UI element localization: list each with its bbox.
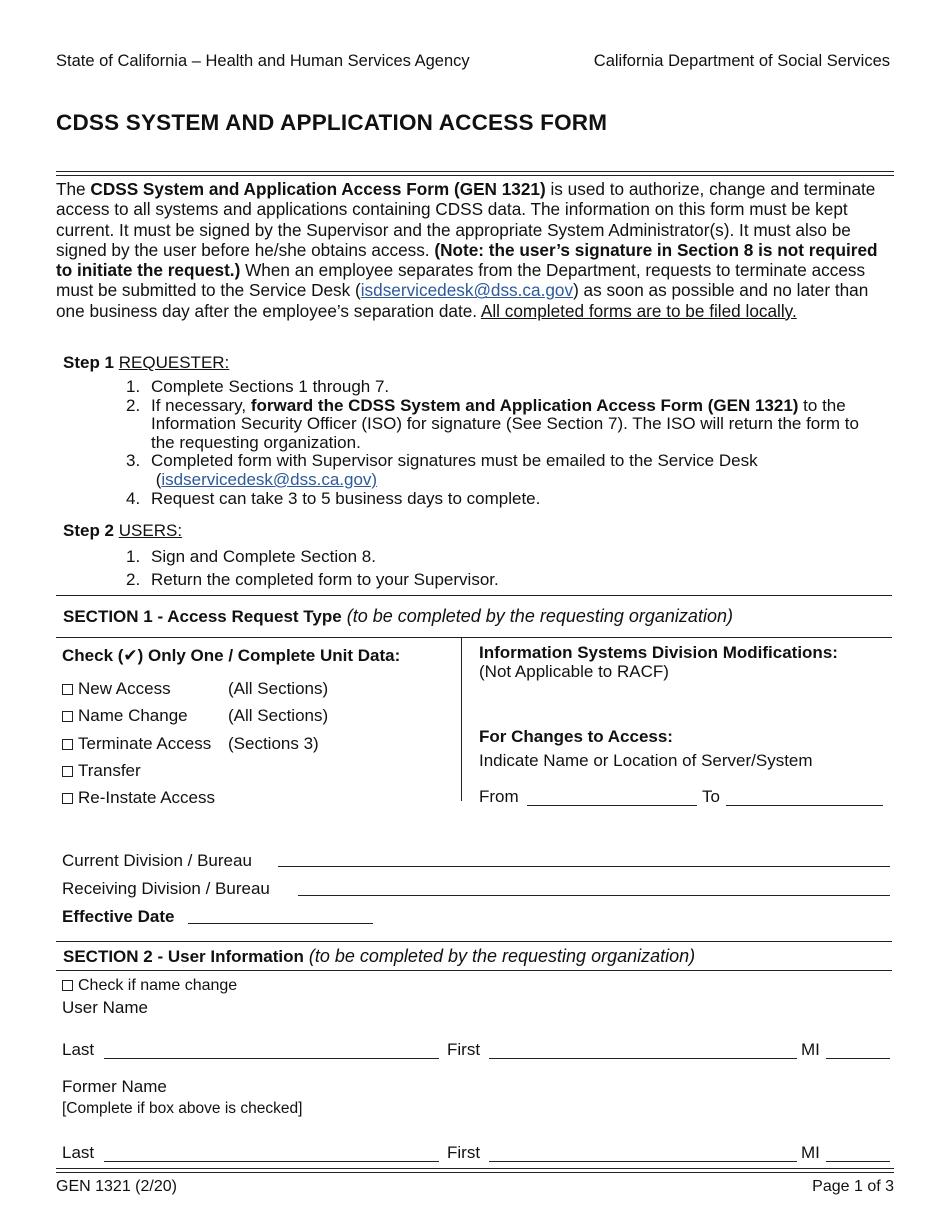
check-one-heading: Check (✔) Only One / Complete Unit Data:: [62, 646, 401, 665]
checkbox[interactable]: [62, 739, 73, 750]
list-item: 1. Sign and Complete Section 8.: [126, 547, 376, 566]
department-name: California Department of Social Services: [593, 52, 890, 70]
from-field[interactable]: [527, 805, 697, 806]
section1-header-rule: [56, 637, 892, 638]
step1-list: [126, 378, 886, 508]
former-first-name-label: First: [447, 1143, 481, 1162]
isd-modifications-heading: Information Systems Division Modifications:: [479, 643, 838, 662]
option-name-change-note: (All Sections): [228, 706, 329, 725]
title-divider: [56, 171, 894, 176]
former-last-name-label: Last: [62, 1143, 95, 1162]
list-item: 2. Return the completed form to your Supervisor.: [126, 569, 499, 589]
checkbox[interactable]: [62, 766, 73, 777]
option-terminate-access[interactable]: Terminate Access: [62, 734, 211, 754]
former-mi-label: MI: [801, 1143, 820, 1162]
form-id: GEN 1321 (2/20): [56, 1178, 177, 1195]
checkbox[interactable]: [62, 684, 73, 695]
to-field[interactable]: [726, 805, 883, 806]
name-change-checkbox-row[interactable]: Check if name change: [62, 977, 237, 995]
effective-date-label: Effective Date: [62, 907, 175, 926]
step1-heading: Step 1 REQUESTER:: [63, 353, 230, 372]
mi-field[interactable]: [826, 1058, 890, 1059]
list-item: 4. Request can take 3 to 5 business days to complete.: [126, 488, 541, 508]
option-transfer[interactable]: Transfer: [62, 761, 141, 781]
last-name-label: Last: [62, 1040, 95, 1059]
changes-note: Indicate Name or Location of Server/System: [479, 751, 813, 770]
option-terminate-access-note: (Sections 3): [228, 734, 319, 753]
former-last-name-field[interactable]: [104, 1161, 439, 1162]
user-name-label: User Name: [62, 998, 148, 1017]
former-mi-field[interactable]: [826, 1161, 890, 1162]
effective-date-field[interactable]: [188, 923, 373, 924]
isd-modifications-note: (Not Applicable to RACF): [479, 662, 669, 681]
footer-divider: [56, 1168, 894, 1173]
option-reinstate-access[interactable]: Re-Instate Access: [62, 788, 215, 808]
filed-locally-note: All completed forms are to be filed locally.: [480, 300, 797, 321]
section2-heading: SECTION 2 - User Information (to be completed by the requesting organization): [63, 946, 696, 966]
former-name-note: [Complete if box above is checked]: [62, 1100, 303, 1117]
list-item: 1. Complete Sections 1 through 7.: [126, 377, 390, 396]
checkbox[interactable]: [62, 980, 73, 991]
first-name-field[interactable]: [489, 1058, 797, 1059]
checkbox[interactable]: [62, 793, 73, 804]
step2-list: [126, 546, 886, 591]
checkbox[interactable]: [62, 711, 73, 722]
last-name-field[interactable]: [104, 1058, 439, 1059]
intro-paragraph: The CDSS System and Application Access Form (GEN 1321) is used to authorize, change and terminate access to all systems and applications containing CDSS data. The information on this form must be kept current. It must be signed by the Supervisor and the appropriate System Administrator(s). It must also be signed by the user before he/she obtains access. (Note: the user’s signature in Section 8 is not required to initiate the request.) When an employee separates from the Department, requests to terminate access must be submitted to the Service Desk (isdservicedesk@dss.ca.gov) as soon as possible and no later than one business day after the employee’s separation date. All completed forms are to be filed locally.: [56, 179, 878, 321]
first-name-label: First: [447, 1040, 481, 1059]
changes-heading: For Changes to Access:: [479, 727, 673, 746]
receiving-division-field[interactable]: [298, 895, 890, 896]
list-item: 3. Completed form with Supervisor signatures must be emailed to the Service Desk (isdservicedesk@dss.ca.gov): [126, 451, 758, 489]
former-first-name-field[interactable]: [489, 1161, 797, 1162]
option-name-change[interactable]: Name Change: [62, 706, 188, 726]
section1-heading: SECTION 1 - Access Request Type (to be completed by the requesting organization): [63, 606, 733, 626]
section1-column-divider: [461, 638, 462, 801]
receiving-division-label: Receiving Division / Bureau: [62, 879, 270, 898]
option-new-access[interactable]: New Access: [62, 679, 171, 699]
from-label: From: [479, 787, 519, 806]
former-name-label: Former Name: [62, 1077, 167, 1096]
page-title: CDSS SYSTEM AND APPLICATION ACCESS FORM: [56, 110, 608, 135]
to-label: To: [702, 787, 720, 806]
service-desk-email-link-2[interactable]: isdservicedesk@dss.ca.gov): [161, 469, 378, 489]
page-number: Page 1 of 3: [812, 1178, 894, 1195]
section2-header-rule: [56, 970, 892, 971]
intro-note: (Note: the user’s signature in Section 8 is not required to initiate the request.): [56, 239, 878, 281]
list-item: 2. If necessary, forward the CDSS System and Application Access Form (GEN 1321) to the Information Security Officer (ISO) for signature (See Section 7). The ISO will return the form to the requesting organization.: [126, 395, 859, 452]
agency-name: State of California – Health and Human Services Agency: [56, 52, 470, 70]
section2-top-rule: [56, 941, 892, 942]
section1-top-rule: [56, 595, 892, 596]
current-division-field[interactable]: [278, 866, 890, 867]
option-new-access-note: (All Sections): [228, 679, 329, 698]
mi-label: MI: [801, 1040, 820, 1059]
step2-heading: Step 2 USERS:: [63, 521, 183, 540]
service-desk-email-link[interactable]: isdservicedesk@dss.ca.gov: [360, 280, 574, 301]
current-division-label: Current Division / Bureau: [62, 851, 252, 870]
